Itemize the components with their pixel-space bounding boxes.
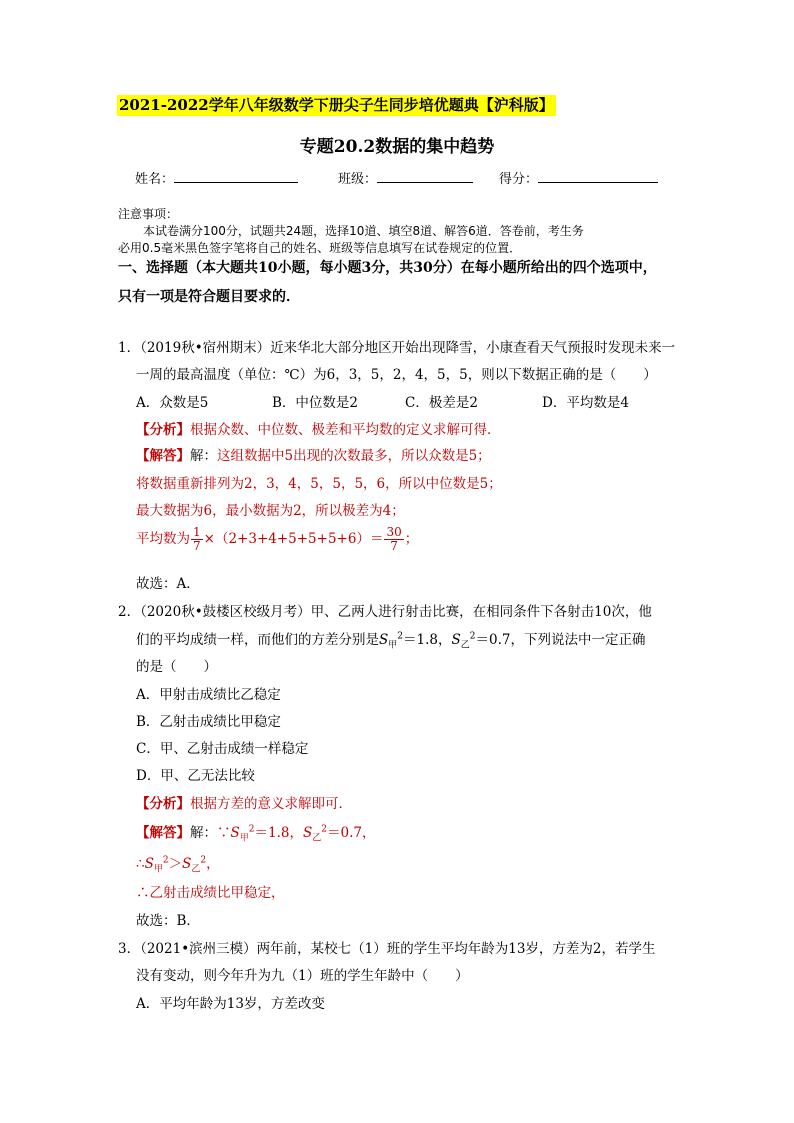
mean-expression: ×（2+3+4+5+5+5+6）＝ (203, 531, 384, 547)
q2-answer-line-2: $\therefore S_甲^2>S_乙^2$， (136, 855, 220, 875)
q3-option-a: A．平均年龄为13岁，方差改变 (136, 996, 325, 1012)
name-blank[interactable] (174, 170, 298, 183)
q2-choose: 故选：B． (136, 913, 200, 929)
q2-option-a: A．甲射击成绩比乙稳定 (136, 687, 281, 703)
q1-answer-line-3: 最大数据为6，最小数据为2，所以极差为4； (136, 503, 405, 519)
q1-analysis (136, 418, 501, 438)
q2-option-d: D．甲、乙无法比较 (136, 768, 255, 784)
score-blank[interactable] (538, 170, 658, 183)
name-label: 姓名： (135, 172, 175, 187)
q1-answer-line-4 (136, 526, 418, 553)
fraction-thirty-sevenths: $\frac{30}{7}$ (386, 525, 402, 553)
answer-text: 这组数据中5出现的次数最多，所以众数是5； (217, 448, 491, 464)
q1-choose: 故选：A． (136, 576, 200, 592)
mean-prefix: 平均数为 (136, 531, 190, 547)
class-field[interactable] (338, 168, 473, 187)
answer-prefix: 解： (190, 448, 217, 464)
name-field[interactable] (135, 168, 298, 187)
fraction-one-seventh: $\frac{1}{7}$ (193, 525, 201, 553)
score-field[interactable] (499, 168, 658, 187)
q3-line-2: 没有变动，则今年升为九（1）班的学生年龄中（ ） (136, 968, 469, 984)
q2-analysis: 【分析】根据方差的意义求解即可． (136, 796, 352, 812)
q2-line-3: 的是（ ） (136, 659, 217, 675)
score-label: 得分： (499, 172, 539, 187)
q1-option-d: D．平均数是4 (542, 395, 629, 411)
q2-answer-line-1: 【解答】解：$\because S_甲^2=1.8$，$S_乙^2=0.7$， (136, 824, 376, 844)
notice-line-1: 本试卷满分100分，试题共24题，选择10道、填空8道、解答6道．答卷前，考生务 (143, 224, 584, 238)
answer-label: 【解答】 (136, 448, 190, 464)
q2-line-1: 2．（2020秋•鼓楼区校级月考）甲、乙两人进行射击比赛，在相同条件下各射击10次，他 (118, 604, 652, 620)
q1-option-b: B．中位数是2 (272, 395, 359, 411)
q1-answer-line-1 (136, 444, 491, 464)
section-1-line-2: 只有一项是符合题目要求的． (118, 289, 300, 305)
class-label: 班级： (338, 172, 378, 187)
analysis-label: 【分析】 (136, 422, 190, 438)
q2-option-c: C．甲、乙射击成绩一样稳定 (136, 741, 309, 757)
class-blank[interactable] (377, 170, 473, 183)
notice-heading: 注意事项： (118, 207, 179, 221)
series-header-tag: 2021-2022学年八年级数学下册尖子生同步培优题典【沪科版】 (119, 96, 554, 114)
q2-option-b: B．乙射击成绩比甲稳定 (136, 714, 281, 730)
analysis-text: 根据众数、中位数、极差和平均数的定义求解可得． (190, 422, 501, 438)
q1-option-a: A．众数是5 (136, 395, 209, 411)
notice-line-2: 必用0.5毫米黑色签字笔将自己的姓名、班级等信息填写在试卷规定的位置． (118, 241, 522, 255)
q1-line-1: 1．（2019秋•宿州期末）近来华北大部分地区开始出现降雪，小康查看天气预报时发现未来一 (118, 340, 676, 356)
q3-line-1: 3．（2021•滨州三模）两年前，某校七（1）班的学生平均年龄为13岁，方差为2，若学生 (118, 941, 656, 957)
page-title: 专题20.2数据的集中趋势 (299, 137, 495, 157)
s-variable: S (379, 632, 389, 648)
q2-answer-line-3: ∴乙射击成绩比甲稳定， (136, 885, 285, 901)
q1-answer-line-2: 将数据重新排列为2，3，4，5，5，5，6，所以中位数是5； (136, 476, 502, 492)
q2-line-2: 们的平均成绩一样，而他们的方差分别是$S_甲^2=1.8$，$S_乙^2=0.7$，下列说法中一定正确 (136, 631, 646, 651)
q1-line-2: 一周的最高温度（单位：℃）为6，3，5，2，4，5，5，则以下数据正确的是（ ） (136, 367, 657, 383)
q1-option-c: C．极差是2 (405, 395, 478, 411)
section-1-line-1: 一、选择题（本大题共10小题，每小题3分，共30分）在每小题所给出的四个选项中， (118, 260, 657, 276)
mean-suffix: ； (404, 531, 419, 547)
